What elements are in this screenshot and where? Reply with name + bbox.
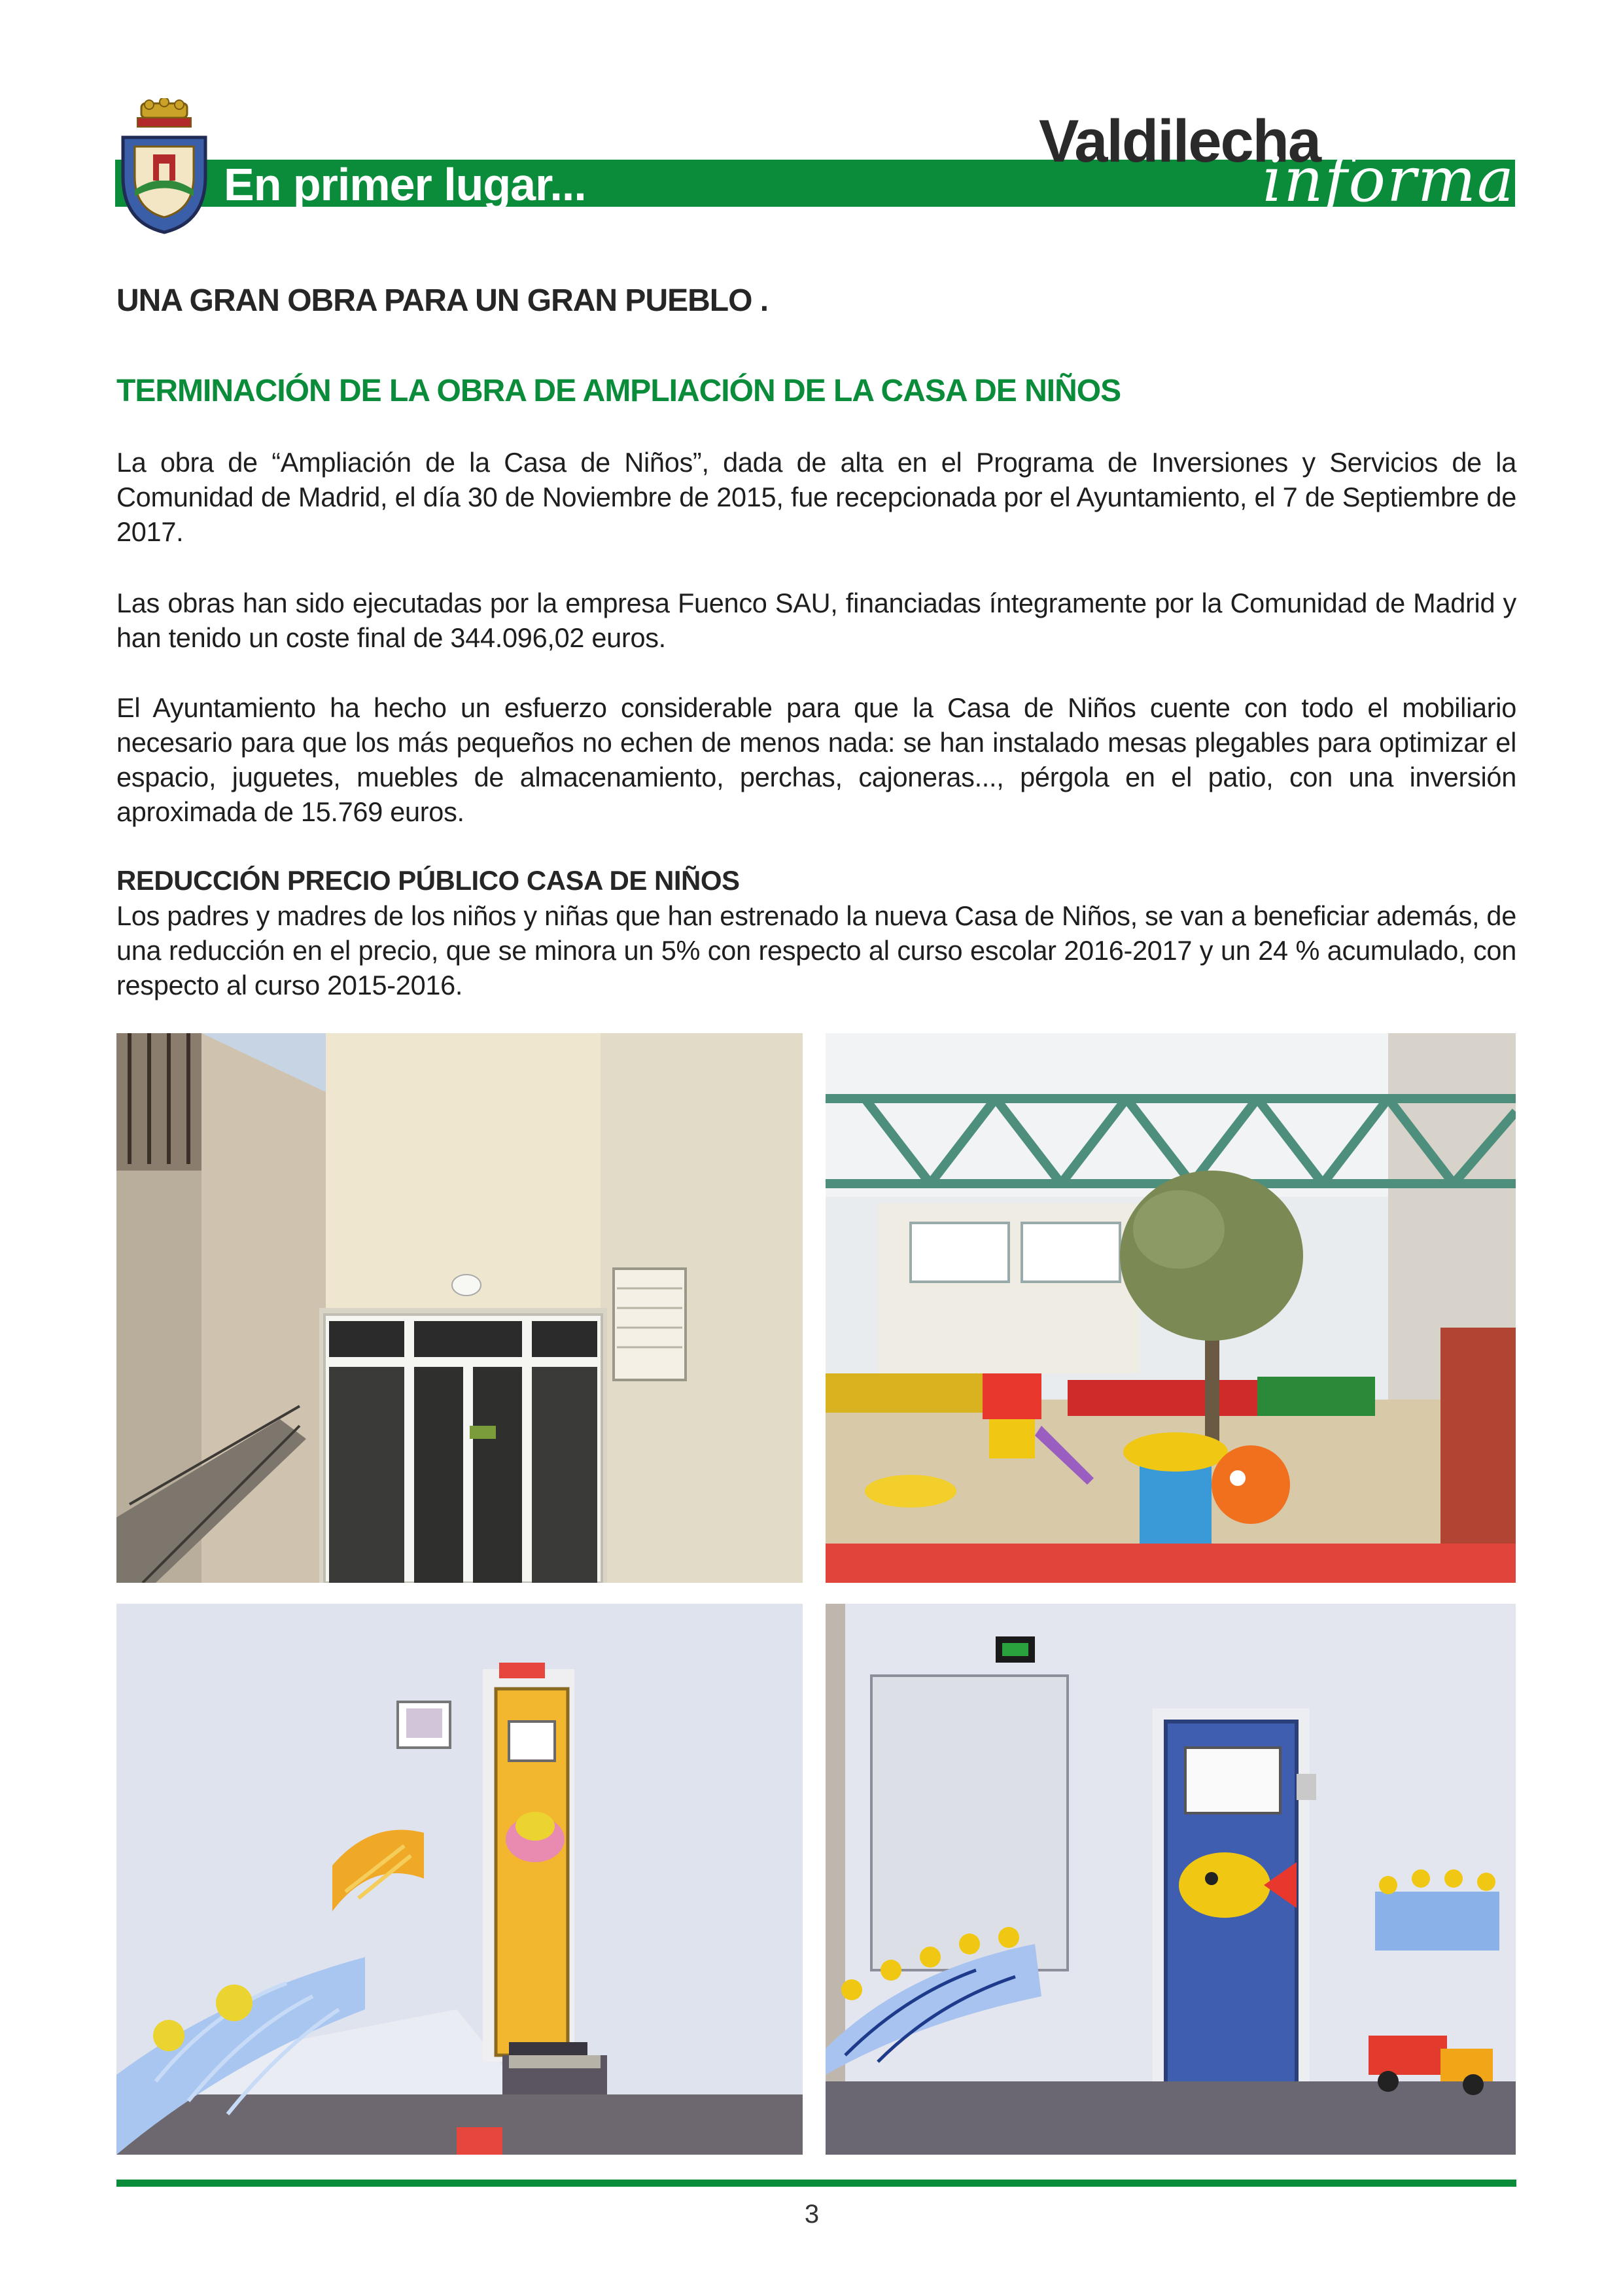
photo-hallway-yellow-door <box>116 1604 803 2155</box>
page-number: 3 <box>804 2200 820 2229</box>
brand-subtitle: informa <box>1263 145 1516 216</box>
price-section-title: REDUCCIÓN PRECIO PÚBLICO CASA DE NIÑOS <box>116 865 740 896</box>
article-headline: UNA GRAN OBRA PARA UN GRAN PUEBLO . <box>116 283 769 318</box>
paragraph-price-reduction: Los padres y madres de los niños y niñas que han estrenado la nueva Casa de Niños, se van a beneficiar además, de una reducción en el precio, que se minora un 5% con respecto al curso escolar 2016-2017 y un 24 % acumulado, con respecto al curso 2015-2016. <box>116 900 1516 1000</box>
paragraph-reception: La obra de “Ampliación de la Casa de Niños”, dada de alta en el Programa de Inversiones y Servicios de la Comunidad de Madrid, el día 30 de Noviembre de 2015, fue recepcionada por el Ayuntamiento, el 7 de Septiembre de 2017. <box>116 447 1516 547</box>
footer-green-bar <box>116 2180 1516 2187</box>
article-subheadline: TERMINACIÓN DE LA OBRA DE AMPLIACIÓN DE LA CASA DE NIÑOS <box>116 374 1121 408</box>
photo-room-blue-door <box>826 1604 1516 2155</box>
paragraph-construction-cost: Las obras han sido ejecutadas por la empresa Fuenco SAU, financiadas íntegramente por la Comunidad de Madrid y han tenido un coste final de 344.096,02 euros. <box>116 588 1516 653</box>
photo-playground-patio <box>826 1033 1516 1583</box>
municipal-crest-logo <box>115 98 213 236</box>
brand-title: Valdilecha <box>1039 108 1321 175</box>
photo-building-entrance <box>116 1033 803 1583</box>
section-title: En primer lugar... <box>224 159 586 210</box>
paragraph-furniture: El Ayuntamiento ha hecho un esfuerzo considerable para que la Casa de Niños cuente con todo el mobiliario necesario para que los más pequeños no echen de menos nada: se han instalado mesas plegables para optimizar el espacio, juguetes, muebles de almacenamiento, perchas, cajoneras..., pérgola en el patio, con una inversión aproximada de 15.769 euros. <box>116 692 1516 827</box>
